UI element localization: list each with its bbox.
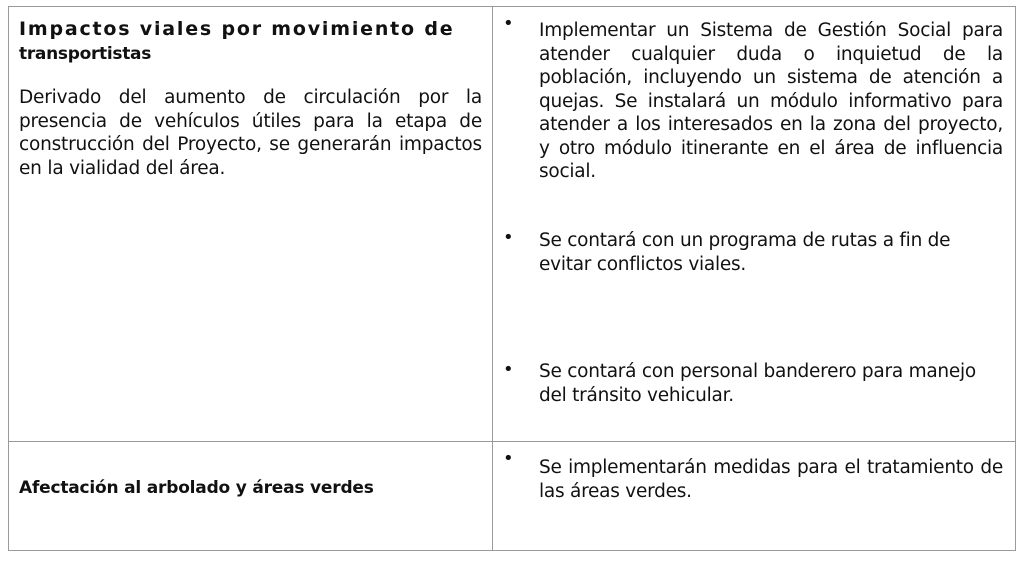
measure-item: Se contará con personal banderero para manejo del tránsito vehicular. xyxy=(539,361,976,406)
bullet-icon: • xyxy=(503,13,514,34)
measure-item: Se implementarán medidas para el tratamiento de las áreas verdes. xyxy=(539,457,1003,502)
bullet-icon: • xyxy=(503,448,514,469)
measure-item: Se contará con un programa de rutas a fin de evitar conflictos viales. xyxy=(539,230,951,275)
table-row xyxy=(9,442,1015,550)
table-row xyxy=(9,7,1015,442)
impact-cell xyxy=(9,7,493,441)
impacts-measures-table xyxy=(8,6,1016,551)
impact-description: Derivado del aumento de circulación por la presencia de vehículos útiles para la etapa de construcción del Proyecto, se generarán impactos en la vialidad del área. xyxy=(19,87,482,179)
measures-cell xyxy=(493,442,1015,550)
bullet-icon: • xyxy=(503,227,514,248)
impact-cell xyxy=(9,442,493,550)
impact-title-line1: Impactos viales por movimiento de xyxy=(19,18,455,40)
impact-title-line2: transportistas xyxy=(19,44,152,64)
measures-cell xyxy=(493,7,1015,441)
measure-item: Implementar un Sistema de Gestión Social para atender cualquier duda o inquietud de la población, incluyendo un sistema de atención a quejas. Se instalará un módulo informativo para atender a los interesados en la zona del proyecto, y otro módulo itinerante en el área de influencia social. xyxy=(539,20,1003,182)
bullet-icon: • xyxy=(503,359,514,380)
impact-title: Afectación al arbolado y áreas verdes xyxy=(19,478,374,498)
impact-title xyxy=(19,17,482,66)
